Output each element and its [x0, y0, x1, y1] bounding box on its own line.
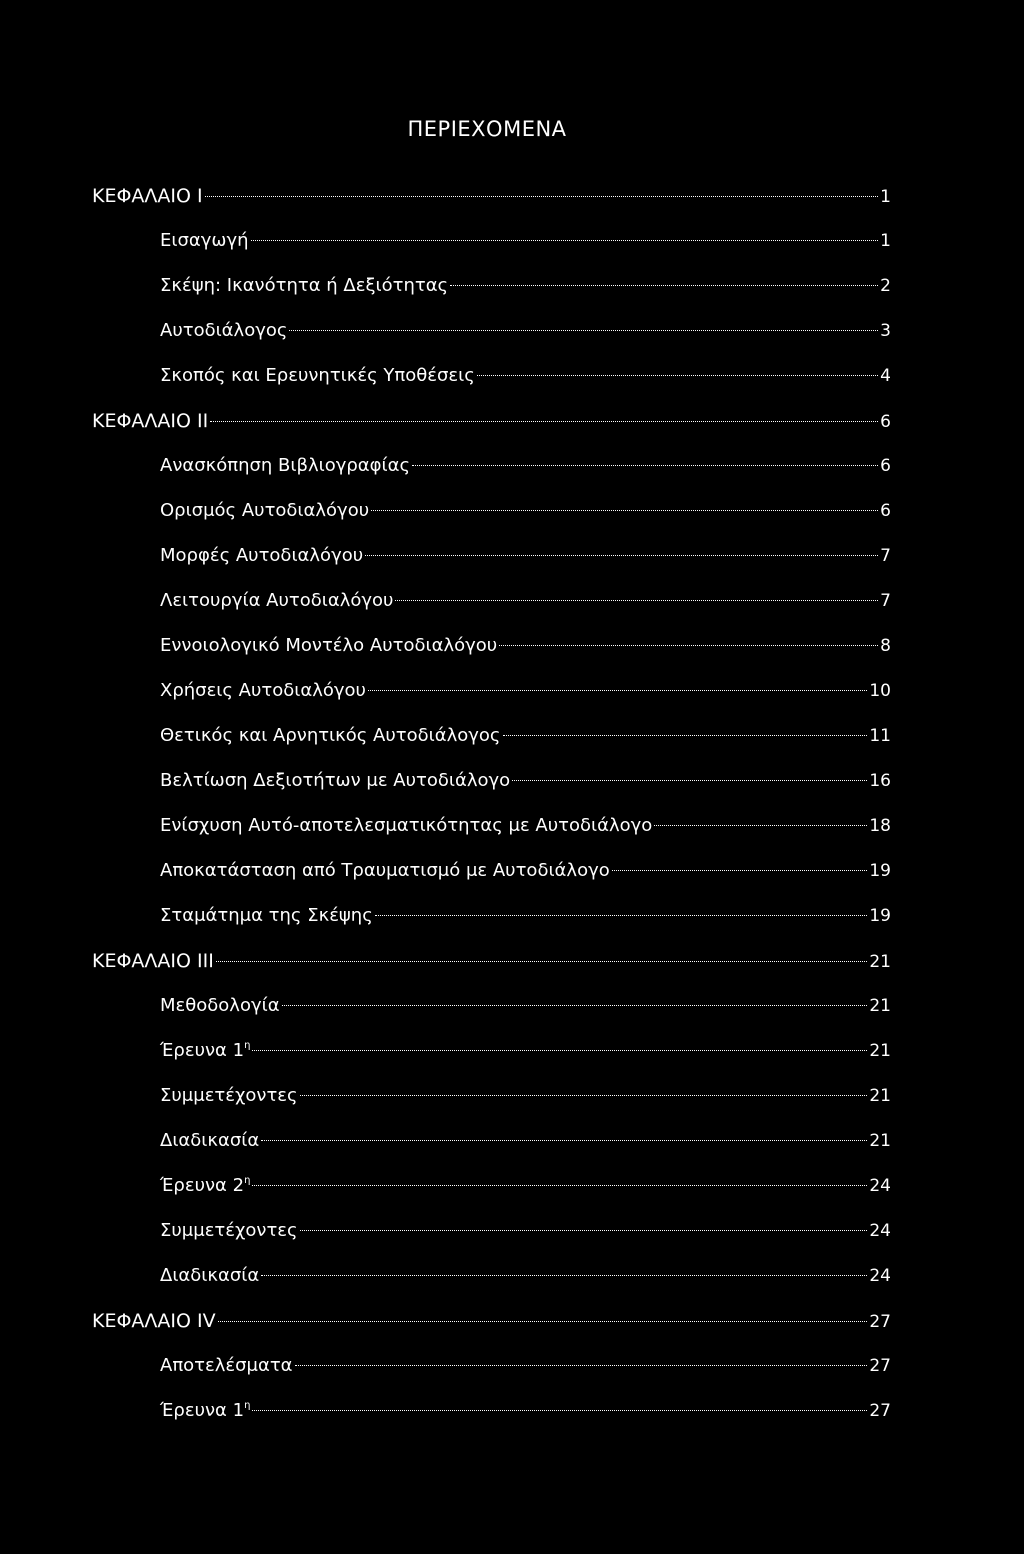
toc-entry-label: Σκέψη: Ικανότητα ή Δεξιότητας [160, 275, 449, 296]
dot-leader [300, 1230, 868, 1231]
toc-entry-label: Λειτουργία Αυτοδιαλόγου [160, 590, 394, 611]
dot-leader [499, 645, 878, 646]
dot-leader [218, 1321, 868, 1322]
toc-section[interactable] [160, 227, 891, 255]
dot-leader [261, 1140, 867, 1141]
toc-page-number: 19 [869, 906, 891, 926]
dot-leader [512, 780, 867, 781]
toc-section[interactable] [160, 1262, 891, 1290]
dot-leader [365, 555, 878, 556]
toc-entry-label: Αποτελέσματα [160, 1355, 293, 1376]
toc-page-number: 21 [869, 1086, 891, 1106]
toc-section[interactable] [160, 812, 891, 840]
toc-entry-label: Εννοιολογικό Μοντέλο Αυτοδιαλόγου [160, 635, 498, 656]
dot-leader [289, 330, 878, 331]
toc-page-number: 21 [869, 952, 891, 972]
toc-entry-label: Έρευνα $2^\eta$ [160, 1175, 251, 1196]
toc-page-number: 21 [869, 996, 891, 1016]
toc-section[interactable] [160, 272, 891, 300]
toc-entry-label: Μεθοδολογία [160, 995, 280, 1016]
toc-entry-label: Αποκατάσταση από Τραυματισμό με Αυτοδιάλογο [160, 860, 610, 881]
dot-leader [412, 465, 878, 466]
toc-entry-label: Έρευνα $1^\eta$ [160, 1040, 251, 1061]
dot-leader [282, 1005, 868, 1006]
toc-chapter[interactable] [92, 407, 891, 435]
toc-section[interactable] [160, 452, 891, 480]
toc-section[interactable] [160, 1397, 891, 1425]
toc-page-number: 27 [869, 1401, 891, 1421]
toc-page-number: 21 [869, 1041, 891, 1061]
toc-section[interactable] [160, 902, 891, 930]
toc-chapter[interactable] [92, 182, 891, 210]
toc-page-number: 11 [869, 726, 891, 746]
toc-page-number: 27 [869, 1356, 891, 1376]
toc-section[interactable] [160, 1217, 891, 1245]
toc-chapter[interactable] [92, 947, 891, 975]
toc-entry-label: Σκοπός και Ερευνητικές Υποθέσεις [160, 365, 475, 386]
toc-section[interactable] [160, 767, 891, 795]
toc-page-number: 6 [880, 412, 891, 432]
dot-leader [295, 1365, 868, 1366]
toc-page-number: 2 [880, 276, 891, 296]
toc-section[interactable] [160, 1082, 891, 1110]
toc-entry-label: Αυτοδιάλογος [160, 320, 288, 341]
toc-entry-label: Βελτίωση Δεξιοτήτων με Αυτοδιάλογο [160, 770, 511, 791]
dot-leader [252, 1050, 867, 1051]
dot-leader [205, 196, 879, 197]
toc-page-number: 6 [880, 501, 891, 521]
toc-section[interactable] [160, 1172, 891, 1200]
toc-entry-label: Ανασκόπηση Βιβλιογραφίας [160, 455, 411, 476]
dot-leader [300, 1095, 868, 1096]
toc-section[interactable] [160, 317, 891, 345]
toc-entry-label: Εισαγωγή [160, 230, 249, 251]
dot-leader [612, 870, 868, 871]
toc-page-number: 1 [880, 187, 891, 207]
toc-entry-label: ΚΕΦΑΛΑΙΟ ΙΙΙ [92, 950, 214, 972]
toc-entry-label: Συμμετέχοντες [160, 1220, 298, 1241]
dot-leader [216, 961, 868, 962]
toc-section[interactable] [160, 587, 891, 615]
toc-page-number: 8 [880, 636, 891, 656]
toc-chapter[interactable] [92, 1307, 891, 1335]
toc-page-number: 6 [880, 456, 891, 476]
toc-entry-label: Μορφές Αυτοδιαλόγου [160, 545, 364, 566]
dot-leader [251, 240, 879, 241]
toc-section[interactable] [160, 632, 891, 660]
toc-page-number: 19 [869, 861, 891, 881]
toc-entry-label: Διαδικασία [160, 1130, 260, 1151]
toc-entry-label: Διαδικασία [160, 1265, 260, 1286]
toc-entry-label: ΚΕΦΑΛΑΙΟ ΙΙ [92, 410, 209, 432]
toc-section[interactable] [160, 1037, 891, 1065]
toc-page-number: 7 [880, 546, 891, 566]
toc-entry-label: Έρευνα $1^\eta$ [160, 1400, 251, 1421]
toc-entry-label: Θετικός και Αρνητικός Αυτοδιάλογος [160, 725, 501, 746]
toc-page-number: 1 [880, 231, 891, 251]
toc-section[interactable] [160, 992, 891, 1020]
toc-section[interactable] [160, 722, 891, 750]
dot-leader [395, 600, 878, 601]
dot-leader [210, 421, 878, 422]
toc-page-number: 18 [869, 816, 891, 836]
dot-leader [503, 735, 868, 736]
toc-page-number: 7 [880, 591, 891, 611]
toc-page-number: 27 [869, 1312, 891, 1332]
toc-entry-label: Χρήσεις Αυτοδιαλόγου [160, 680, 366, 701]
dot-leader [252, 1185, 867, 1186]
dot-leader [371, 510, 878, 511]
toc-section[interactable] [160, 362, 891, 390]
toc-page-number: 10 [869, 681, 891, 701]
toc-entry-label: ΚΕΦΑΛΑΙΟ IV [92, 1310, 216, 1332]
toc-page-number: 24 [869, 1176, 891, 1196]
toc-entry-label: Σταμάτημα της Σκέψης [160, 905, 373, 926]
toc-page-number: 24 [869, 1221, 891, 1241]
toc-entry-label: Συμμετέχοντες [160, 1085, 298, 1106]
toc-entry-label: Ενίσχυση Αυτό-αποτελεσματικότητας με Αυτοδιάλογο [160, 815, 653, 836]
dot-leader [368, 690, 867, 691]
toc-section[interactable] [160, 857, 891, 885]
dot-leader [252, 1410, 867, 1411]
dot-leader [450, 285, 878, 286]
toc-page-number: 16 [869, 771, 891, 791]
dot-leader [654, 825, 867, 826]
toc-page-number: 4 [880, 366, 891, 386]
toc-page-number: 3 [880, 321, 891, 341]
toc-section[interactable] [160, 542, 891, 570]
toc-section[interactable] [160, 1127, 891, 1155]
dot-leader [261, 1275, 867, 1276]
toc-section[interactable] [160, 1352, 891, 1380]
toc-entry-label: ΚΕΦΑΛΑΙΟ Ι [92, 185, 203, 207]
toc-section[interactable] [160, 497, 891, 525]
toc-page-number: 24 [869, 1266, 891, 1286]
dot-leader [375, 915, 868, 916]
toc-section[interactable] [160, 677, 891, 705]
toc-page-number: 21 [869, 1131, 891, 1151]
page-title: ΠΕΡΙΕΧΟΜΕΝΑ [407, 117, 567, 141]
toc-entry-label: Ορισμός Αυτοδιαλόγου [160, 500, 370, 521]
dot-leader [477, 375, 878, 376]
